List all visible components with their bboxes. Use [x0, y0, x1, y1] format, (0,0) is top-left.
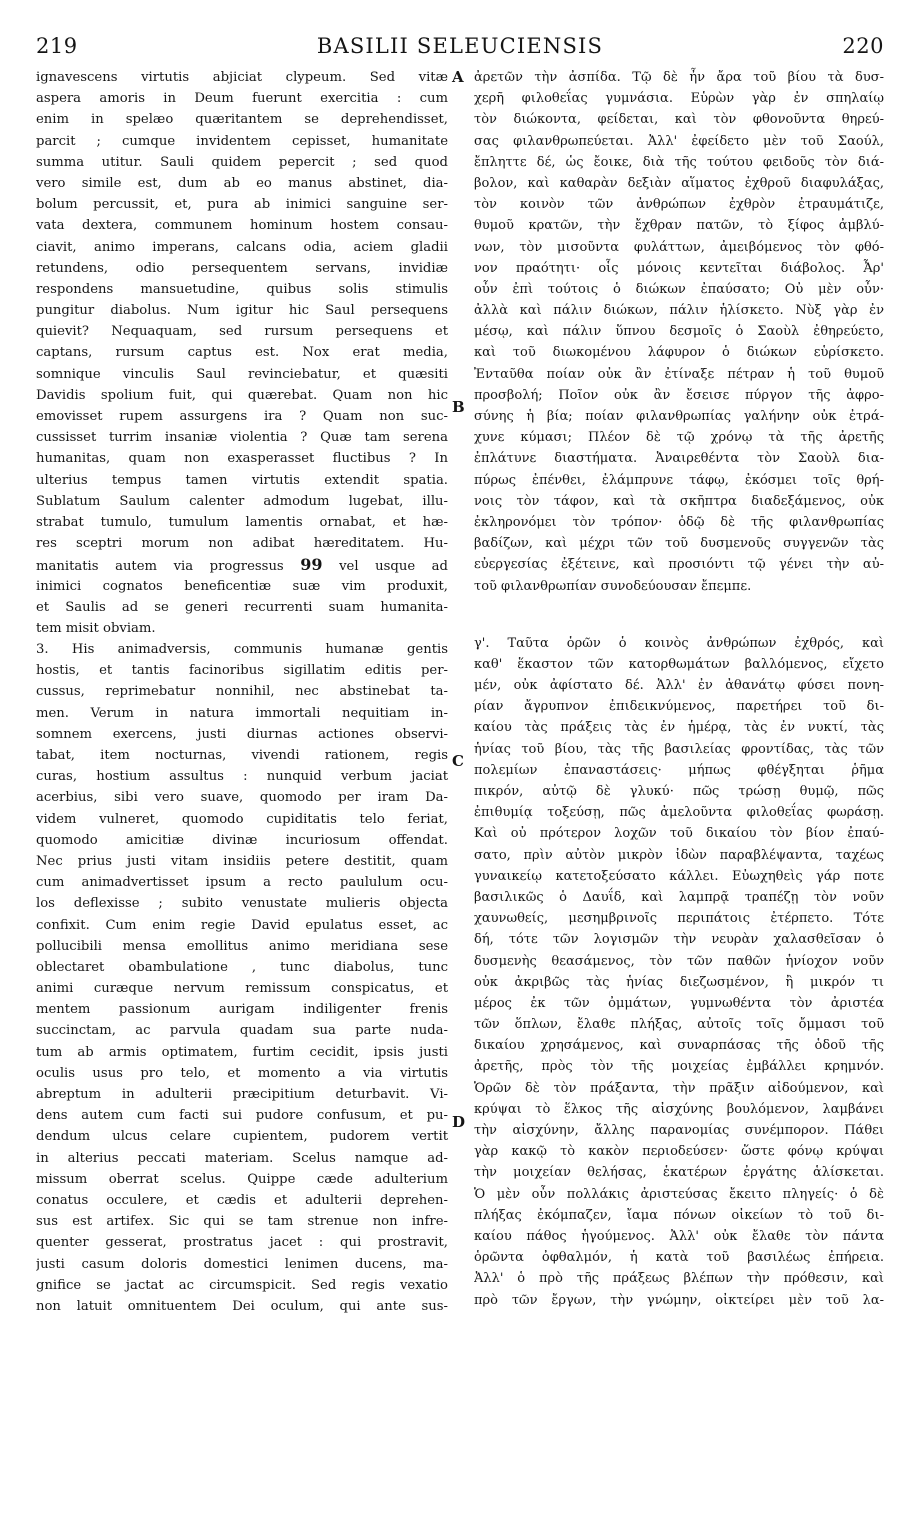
text-line: θυμοῦ κρατῶν, τὴν ἔχθραν πατῶν, τὸ ξίφος ἀμβλύ-: [474, 218, 884, 234]
latin-progress-text-after: vel usque ad: [339, 559, 448, 575]
text-line: missum oberrat scelus. Quippe cæde adulterium: [36, 1171, 448, 1187]
text-line: οὐκ ἀκριβῶς τὰς ἡνίας διεζωσμένον, ἢ μικρόν τι: [474, 974, 884, 990]
margin-marker-d: D: [452, 1113, 466, 1131]
text-line: vero simile est, dum ab eo manus abstinet, dia-: [36, 175, 448, 191]
text-line: προσβολή; Ποῖον οὐκ ἂν ἔσεισε πύργον τῆς ἀφρο-: [474, 387, 884, 403]
page-number-left: 219: [36, 34, 78, 58]
text-line: μέσῳ, καὶ πάλιν ὕπνου δεσμοῖς ὁ Σαοὺλ ἐθηρεύετο,: [474, 324, 884, 340]
text-line: strabat tumulo, tumulum lamentis ornabat, et hæ-: [36, 514, 448, 530]
text-line: tabat, item nocturnas, vivendi rationem, regis: [36, 748, 448, 763]
text-line: ignavescens virtutis abjiciat clypeum. Sed vitæ: [36, 70, 448, 85]
text-line: πρὸ τῶν ἔργων, τὴν γνώμην, οἰκτείρει μὲν τοῦ λα-: [474, 1292, 884, 1308]
text-line: Ἐνταῦθα ποίαν οὐκ ἂν ἐτίναξε πέτραν ἡ τοῦ θυμοῦ: [474, 366, 884, 382]
text-line: mentem passionum aurigam indiligenter frenis: [36, 1002, 448, 1018]
text-line: καίου τὰς πράξεις τὰς ἐν ἡμέρᾳ, τὰς ἐν νυκτί, τὰς: [474, 720, 884, 736]
text-line: conatus occulere, et cædis et adulterii deprehen-: [36, 1192, 448, 1208]
greek-column: [474, 67, 884, 1311]
text-line: et Saulis ad se generi recurrenti suam humanita-: [36, 599, 448, 615]
text-line: οὖν ἐπὶ τούτοις ὁ διώκων ἐπαύσατο; Οὐ μὲν οὖν·: [474, 281, 884, 297]
text-line: los deflexisse ; subito venustate mulieris objecta: [36, 896, 448, 912]
text-line: parcit ; cumque invidentem cepisset, humanitate: [36, 133, 448, 149]
text-line: βασιλικῶς ὁ Δαυΐδ, καὶ λαμπρᾷ τραπέζῃ τὸν νοῦν: [474, 889, 884, 905]
text-line: τὸν κοινὸν τῶν ἀνθρώπων ἐχθρὸν ἐτραυμάτιζε,: [474, 197, 884, 213]
text-line: ἀρετῶν τὴν ἀσπίδα. Τῷ δὲ ἦν ἄρα τοῦ βίου τὰ δυσ-: [474, 70, 884, 85]
text-line: Καὶ οὐ πρότερον λοχῶν τοῦ δικαίου τὸν βίον ἐπαύ-: [474, 826, 884, 842]
text-line: δικαίου χρησάμενος, καὶ συναρπάσας τῆς ὁδοῦ τῆς: [474, 1038, 884, 1054]
text-line: βολον, καὶ καθαρὰν δεξιὰν αἵματος ἐχθροῦ διαφυλάξας,: [474, 175, 884, 191]
text-line: succinctam, ac parvula quadam sua parte nuda-: [36, 1023, 448, 1039]
text-line: κρύψαι τὸ ἕλκος τῆς αἰσχύνης βουλόμενον, λαμβάνει: [474, 1101, 884, 1117]
text-line: χερῆ φιλοθεΐας γυμνάσια. Εὑρὼν γὰρ ἐν σπηλαίῳ: [474, 91, 884, 107]
text-line: aspera amoris in Deum fuerunt exercitia : cum: [36, 91, 448, 107]
text-line: τῶν ὅπλων, ἔλαθε πλήξας, αὐτοῖς τοῖς ὄμμασι τοῦ: [474, 1017, 884, 1033]
text-line: oculis usus pro telo, et momento a via virtutis: [36, 1065, 448, 1081]
text-line: πολεμίων ἐπαναστάσεις· μήπως φθέγξηται ῥῆμα: [474, 762, 884, 778]
latin-column: [36, 67, 448, 1317]
latin-paragraph-1: [36, 67, 448, 554]
text-line: tem misit obviam.: [36, 620, 156, 636]
text-line: non latuit omnituentem Dei oculum, qui ante sus-: [36, 1298, 448, 1314]
text-line: acerbius, sibi vero suave, quomodo per iram Da-: [36, 790, 448, 806]
latin-progress-line: [36, 554, 448, 575]
latin-progress-text-before: manitatis autem via progressus: [36, 559, 284, 575]
text-line: τὴν μοιχείαν θελήσας, ἑκατέρων ἐργάτης ἁλίσκεται.: [474, 1165, 884, 1181]
text-line: quievit? Nequaquam, sed rursum persequens et: [36, 324, 448, 340]
greek-paragraph-1: [474, 67, 884, 597]
text-line: μέν, οὐκ ἀφίστατο δέ. Ἀλλ' ἐν ἀθανάτῳ φύσει πονη-: [474, 678, 884, 694]
text-line: χυνε κύμασι; Πλέον δὲ τῷ χρόνῳ τὰ τῆς ἀρετῆς: [474, 430, 884, 446]
text-line: ciavit, animo imperans, calcans odia, aciem gladii: [36, 239, 448, 255]
text-line: cussisset turrim insaniæ violentia ? Quæ tam serena: [36, 430, 448, 446]
text-line: σατο, πρὶν αὐτὸν μικρὸν ἰδὼν παραβλέψαντα, ταχέως: [474, 847, 884, 863]
text-line: Ὁ μὲν οὖν πολλάκις ἀριστεύσας ἔκειτο πληγείς· ὁ δὲ: [474, 1186, 884, 1202]
text-line: Sublatum Saulum calenter admodum lugebat, illu-: [36, 493, 448, 509]
text-line: σας φιλανθρωπεύεται. Ἀλλ' ἐφείδετο μὲν τοῦ Σαούλ,: [474, 133, 884, 149]
text-line: γ'. Ταῦτα ὁρῶν ὁ κοινὸς ἀνθρώπων ἐχθρός, καὶ: [474, 635, 884, 651]
text-line: oblectaret obambulatione , tunc diabolus, tunc: [36, 959, 448, 975]
text-line: gnifice se jactat ac circumspicit. Sed regis vexatio: [36, 1277, 448, 1293]
text-line: πλήξας ἐκόμπαζεν, ἴαμα πόνων οἰκείων τὸ τοῦ δι-: [474, 1207, 884, 1223]
text-line: men. Verum in natura immortali nequitiam in-: [36, 705, 448, 721]
text-line: γὰρ κακῷ τὸ κακὸν περιοδεύσεν· ὥστε φόνῳ κρύψαι: [474, 1144, 884, 1160]
paragraph-gap: [474, 597, 884, 633]
text-line: videm vulneret, quomodo cupiditatis telo feriat,: [36, 811, 448, 827]
page-number-right: 220: [842, 34, 884, 58]
text-line: dendum ulcus celare cupientem, pudorem vertit: [36, 1129, 448, 1145]
text-line: dens autem cum facti sui pudore confusum, et pu-: [36, 1108, 448, 1124]
text-line: enim in spelæo quæritantem se deprehendisset,: [36, 112, 448, 128]
text-line: νοις τὸν τάφον, καὶ τὰ σκῆπτρα διαδεξάμενος, οὐκ: [474, 493, 884, 509]
text-line: ἡνίας τοῦ βίου, τὰς τῆς βασιλείας φροντίδας, τὰς τῶν: [474, 741, 884, 757]
text-line: vata dextera, communem hominum hostem consau-: [36, 218, 448, 234]
text-line: humanitas, quam non exasperasset fluctibus ? In: [36, 451, 448, 467]
text-line: δυσμενὴς θεασάμενος, τὸν τῶν παθῶν ἡνίοχον νοῦν: [474, 953, 884, 969]
text-line: τὸν διώκοντα, φείδεται, καὶ τὸν φθονοῦντα θηρεύ-: [474, 112, 884, 128]
text-line: νων, τὸν μισοῦντα φυλάττων, ἀμειβόμενος τὸν φθό-: [474, 239, 884, 255]
text-line: Ἀλλ' ὁ πρὸ τῆς πράξεως βλέπων τὴν πρόθεσιν, καὶ: [474, 1271, 884, 1287]
text-line: pollucibili mensa emollitus animo meridiana sese: [36, 938, 448, 954]
text-line: somnique vinculis Saul revinciebatur, et quæsiti: [36, 366, 448, 382]
latin-paragraph-1-tail: [36, 576, 448, 640]
text-line: somnem exercens, justi diurnas actiones observi-: [36, 726, 448, 742]
text-line: καθ' ἕκαστον τῶν κατορθωμάτων βαλλόμενος, εἴχετο: [474, 656, 884, 672]
text-line: πικρόν, αὐτῷ δὲ γλυκύ· πῶς τρώσῃ θυμῷ, πῶς: [474, 784, 884, 799]
text-line: ἐπιθυμίᾳ τοξεύσῃ, πῶς ἀμελοῦντα φιλοθεΐας φωράσῃ.: [474, 805, 884, 821]
text-line: ulterius tempus tamen virtutis extendit spatia.: [36, 472, 448, 488]
text-line: ἀλλὰ καὶ πάλιν διώκων, πάλιν ἡλίσκετο. Νὺξ γὰρ ἐν: [474, 303, 884, 319]
margin-marker-a: A: [452, 68, 464, 86]
text-line: βαδίζων, καὶ μέχρι τῶν τοῦ δυσμενοῦς συγγενῶν τὰς: [474, 536, 884, 552]
text-line: δή, τότε τῶν λογισμῶν τὴν νευρὰν χαλασθεῖσαν ὁ: [474, 932, 884, 948]
running-title: BASILII SELEUCIENSIS: [316, 34, 604, 58]
text-line: ἔπληττε δέ, ὡς ἔοικε, διὰ τῆς τούτου φειδοῦς τὸν διά-: [474, 154, 884, 170]
greek-paragraph-2: [474, 633, 884, 1311]
text-line: respondens mansuetudine, quibus solis stimulis: [36, 281, 448, 297]
text-line: retundens, odio persequentem servans, invidiæ: [36, 260, 448, 276]
text-line: bolum percussit, et, pura ab inimici sanguine ser-: [36, 197, 448, 213]
text-line: tum ab armis optimatem, furtim cecidit, ipsis justi: [36, 1044, 448, 1060]
text-line: quomodo amicitiæ divinæ incuriosum offendat.: [36, 832, 448, 848]
text-line: captans, rursum captus est. Nox erat media,: [36, 345, 448, 361]
text-line: τοῦ φιλανθρωπίαν συνοδεύουσαν ἔπεμπε.: [474, 578, 752, 594]
text-line: γυναικείῳ κατετοξεύσατο κάλλει. Εὐωχηθεὶς γάρ ποτε: [474, 868, 884, 884]
text-line: confixit. Cum enim regie David epulatus esset, ac: [36, 917, 448, 933]
text-line: σύνης ἡ βία; ποίαν φιλανθρωπίας γαλήνην οὐκ ἐτρά-: [474, 409, 884, 424]
text-line: res sceptri morum non adibat hæreditatem. Hu-: [36, 536, 448, 552]
text-line: 3. His animadversis, communis humanæ gentis: [36, 642, 448, 658]
text-line: justi casum doloris domestici lenimen ducens, ma-: [36, 1256, 448, 1272]
text-line: ἐπλάτυνε διαστήματα. Ἀναιρεθέντα τὸν Σαοὺλ δια-: [474, 451, 884, 467]
text-line: in alterius peccati materiam. Scelus namque ad-: [36, 1150, 448, 1166]
text-line: quenter gesserat, prostratus jacet : qui prostravit,: [36, 1235, 448, 1251]
text-line: curas, hostium assultus : nunquid verbum jaciat: [36, 769, 448, 785]
text-line: summa utitur. Sauli quidem pepercit ; sed quod: [36, 154, 448, 170]
text-line: ὁρῶντα ὀφθαλμόν, ἡ κατὰ τοῦ βασιλέως ἐπήρεια.: [474, 1250, 884, 1266]
text-line: abreptum in adulterii præcipitium deturbavit. Vi-: [36, 1087, 448, 1102]
text-line: emovisset rupem assurgens ira ? Quam non suc-: [36, 409, 448, 424]
text-line: animi curæque nervum remissum conspicatus, et: [36, 981, 448, 997]
inline-page-number: 99: [300, 555, 323, 575]
text-line: μέρος ἐκ τῶν ὀμμάτων, γυμνωθέντα τὸν ἀριστέα: [474, 995, 884, 1011]
text-line: Davidis spolium fuit, qui quærebat. Quam non hic: [36, 387, 448, 403]
margin-marker-c: C: [452, 752, 464, 770]
text-line: καίου πάθος ἡγούμενος. Ἀλλ' οὐκ ἔλαθε τὸν πάντα: [474, 1228, 884, 1244]
running-header: [36, 34, 884, 64]
text-line: πύρως ἐπένθει, ἐλάμπρυνε τάφῳ, ἐκόσμει τοῖς θρή-: [474, 472, 884, 488]
text-line: νον πραότητι· οἷς μόνοις κεντεῖται διάβολος. Ἆρ': [474, 260, 884, 276]
text-line: Nec prius justi vitam insidiis petere destitit, quam: [36, 853, 448, 869]
text-line: ἀρετῆς, πρὸς τὸν τῆς μοιχείας ἐμβάλλει κρημνόν.: [474, 1059, 884, 1075]
text-line: καὶ τοῦ διωκομένου λάφυρον ὁ διώκων εὑρίσκετο.: [474, 345, 884, 361]
text-line: ρίαν ἄγρυπνον ἐπιδεικνύμενος, παρετήρει τοῦ δι-: [474, 699, 884, 715]
text-line: Ὁρῶν δὲ τὸν πράξαντα, τὴν πρᾶξιν αἰδούμενον, καὶ: [474, 1080, 884, 1096]
text-line: inimici cognatos beneficentiæ suæ vim produxit,: [36, 578, 448, 594]
latin-paragraph-2: [36, 639, 448, 1317]
text-line: hostis, et tantis facinoribus sigillatim editis per-: [36, 663, 448, 679]
text-line: χαυνωθείς, μεσημβρινοῖς περιπάτοις ἐτέρπετο. Τότε: [474, 911, 884, 927]
text-line: pungitur diabolus. Num igitur hic Saul persequens: [36, 303, 448, 319]
margin-marker-b: B: [452, 398, 465, 416]
text-line: cum animadvertisset ipsum a recto paululum ocu-: [36, 875, 448, 891]
text-line: cussus, reprimebatur nonnihil, nec abstinebat ta-: [36, 684, 448, 700]
text-line: sus est artifex. Sic qui se tam strenue non infre-: [36, 1214, 448, 1230]
text-line: εὐεργεσίας ἐξέτεινε, καὶ προσιόντι τῷ γένει τὴν αὐ-: [474, 557, 884, 573]
text-line: τὴν αἰσχύνην, ἄλλης παρανομίας συνέμπορον. Πάθει: [474, 1123, 884, 1138]
text-line: ἐκληρονόμει τὸν τρόπον· ὁδῷ δὲ τῆς φιλανθρωπίας: [474, 514, 884, 530]
